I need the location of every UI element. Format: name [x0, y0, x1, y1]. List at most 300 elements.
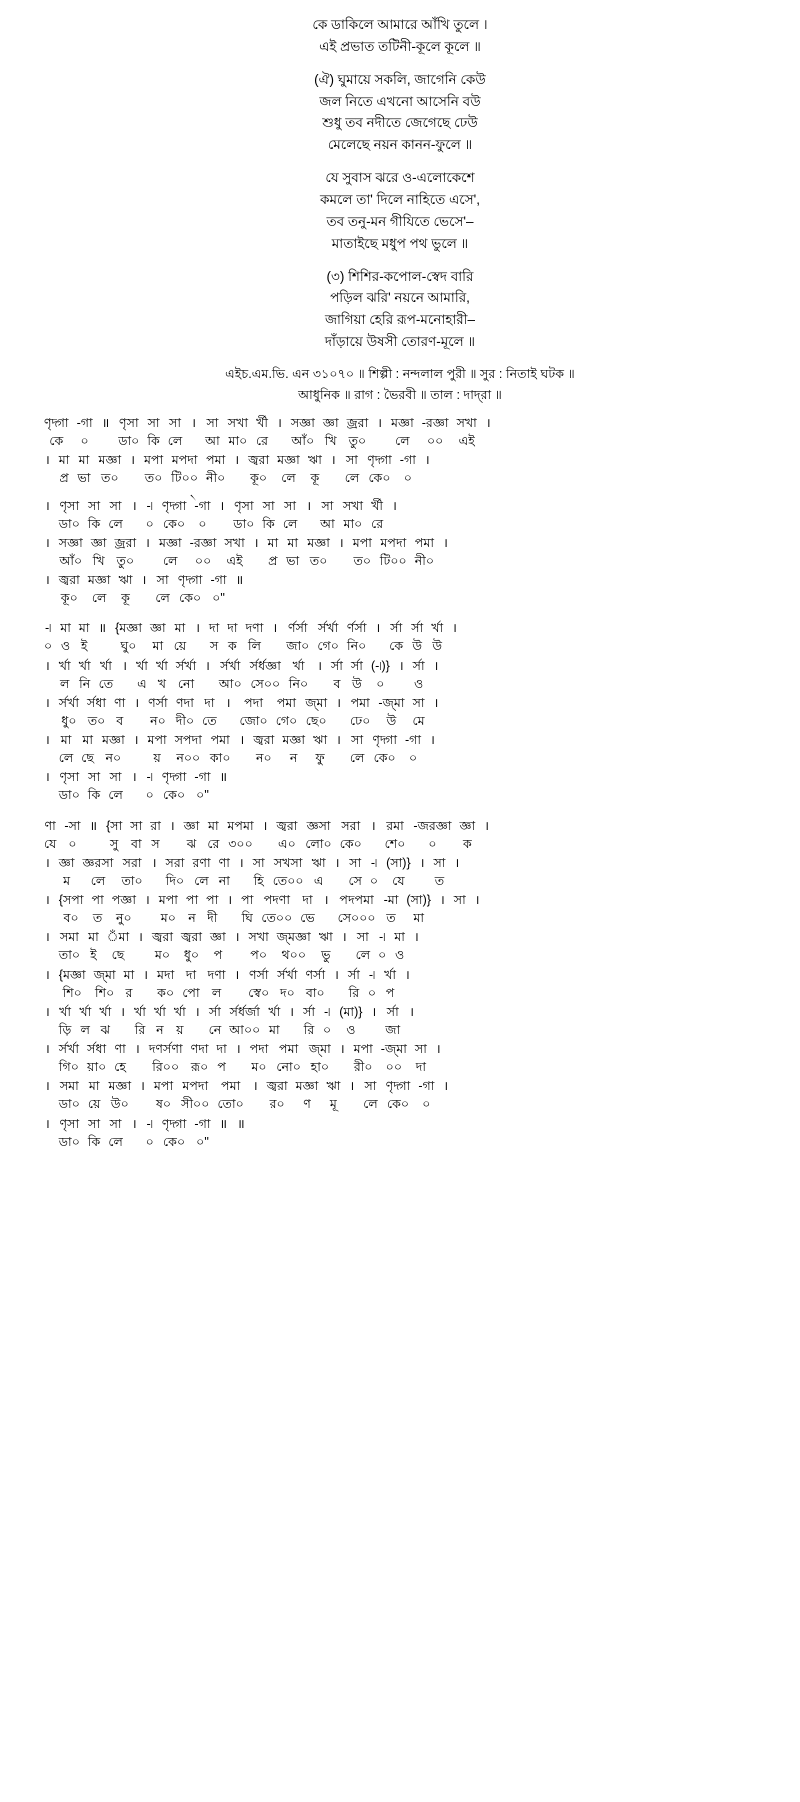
- notation-cell: [364, 967, 380, 1002]
- sahitya: ০: [44, 639, 53, 654]
- notation-cell: [269, 855, 308, 890]
- swara: ।: [272, 621, 278, 636]
- sahitya: ডা০: [118, 434, 140, 449]
- swara: সা: [109, 1116, 122, 1131]
- swara: জ্বরা: [276, 818, 298, 833]
- notation-cell: [339, 498, 367, 533]
- sahitya: য়: [176, 1022, 184, 1037]
- notation-barline: [129, 695, 144, 730]
- sahitya: ত০: [144, 471, 163, 486]
- notation-cell: [153, 967, 178, 1002]
- swara: ঋা: [307, 453, 322, 468]
- swara: সমা: [59, 1079, 79, 1094]
- notation-cell: [409, 658, 429, 693]
- notation-cell: [411, 1041, 431, 1076]
- swara: -রজ্ঞা: [421, 416, 449, 431]
- notation-cell: [83, 695, 110, 730]
- swara: ।: [235, 1042, 241, 1057]
- sahitya: লে: [108, 788, 123, 803]
- swara: র্খা: [134, 1004, 146, 1019]
- notation-cell: [309, 732, 331, 767]
- swara: ॥: [219, 770, 228, 785]
- notation-row: [40, 1078, 760, 1113]
- notation-barline: [449, 855, 464, 890]
- notation-cell: [172, 695, 198, 730]
- notation-cell: [205, 620, 223, 655]
- swara: সরা: [165, 855, 185, 870]
- notation-row: [40, 658, 760, 693]
- swara: মজ্ঞা: [282, 733, 306, 748]
- sahitya: লো০: [305, 836, 332, 851]
- swara: ।: [45, 535, 50, 550]
- notation-barline: [40, 1116, 55, 1151]
- swara: র্সর্খা: [175, 658, 197, 673]
- sahitya: ত: [92, 911, 103, 926]
- notation-cell: [359, 1078, 382, 1113]
- sahitya: কি: [87, 1134, 101, 1149]
- swara: ॥: [219, 1116, 228, 1131]
- swara: {মজ্ঞা: [115, 621, 142, 636]
- swara: পজ্ঞা: [111, 893, 136, 908]
- sahitya: উ: [386, 713, 397, 728]
- notation-cell: [235, 695, 271, 730]
- swara: সা: [412, 695, 425, 710]
- swara: সখা: [456, 416, 477, 431]
- sahitya: ম০: [251, 1060, 267, 1075]
- swara: ।: [338, 535, 344, 550]
- swara: ।: [140, 1079, 145, 1094]
- notation-cell: [319, 1004, 335, 1039]
- sahitya: লে: [355, 948, 371, 963]
- notation-cell: [282, 535, 303, 570]
- sahitya: ০: [408, 751, 418, 766]
- swara: -জ্মা: [378, 695, 405, 710]
- swara: ।: [45, 1116, 50, 1131]
- sahitya: আঁ০: [59, 553, 83, 568]
- sahitya: ল: [60, 676, 70, 691]
- swara: (সা)}: [406, 893, 431, 908]
- notation-cell: [292, 1078, 323, 1113]
- notation-cell: [171, 732, 206, 767]
- sahitya: এই: [458, 434, 475, 449]
- sahitya: লে: [58, 751, 74, 766]
- notation-cell: [279, 498, 302, 533]
- notation-cell: [55, 892, 88, 927]
- sahitya: ফু: [315, 751, 325, 766]
- notation-cell: [302, 967, 330, 1002]
- notation-cell: [315, 929, 337, 964]
- swara: ।: [151, 855, 157, 870]
- sahitya: ০": [196, 788, 209, 803]
- swara: জ্বরা: [266, 1079, 288, 1094]
- sahitya: ০০: [385, 1060, 403, 1075]
- sahitya: প্র: [268, 553, 278, 568]
- notation-row: [40, 855, 760, 890]
- notation-cell: [252, 415, 272, 450]
- notation-cell: [87, 535, 111, 570]
- sahitya: ম: [63, 873, 71, 888]
- swara: সখসা: [273, 855, 303, 870]
- notation-cell: [167, 452, 202, 487]
- swara: মজ্ঞা: [158, 535, 182, 550]
- swara: জ্ঞা: [210, 930, 226, 945]
- notation-barline: [231, 572, 249, 607]
- notation-barline: [140, 892, 155, 927]
- swara: সা: [284, 498, 297, 513]
- swara: ।: [440, 893, 445, 908]
- swara: জ্ঞা: [149, 621, 166, 636]
- sahitya: ড়ি: [58, 1022, 72, 1037]
- swara: ।: [336, 733, 341, 748]
- swara: সরা: [122, 855, 142, 870]
- notation-barline: [40, 929, 55, 964]
- sahitya: লে: [395, 434, 410, 449]
- swara: সা: [345, 453, 358, 468]
- sahitya: ০০: [426, 434, 444, 449]
- notation-barline: [40, 1041, 55, 1076]
- swara: ।: [398, 658, 404, 673]
- notation-cell: [142, 769, 158, 804]
- swara: -জরজ্ঞা: [413, 818, 452, 833]
- notation-cell: [376, 535, 411, 570]
- notation-cell: [148, 929, 177, 964]
- sahitya: রি: [134, 1022, 146, 1037]
- notation-cell: [382, 1078, 415, 1113]
- swara: দা: [216, 1042, 227, 1057]
- notation-cell: [450, 892, 470, 927]
- notation-cell: [55, 929, 84, 964]
- sahitya: টি০০: [171, 471, 199, 486]
- swara: ।: [306, 498, 312, 513]
- notation-barline: [331, 732, 346, 767]
- sahitya: ক: [228, 639, 237, 654]
- swara: র্খা: [58, 658, 71, 673]
- notation-barline: [387, 498, 402, 533]
- swara: মজ্ঞা: [108, 1079, 132, 1094]
- notation-cell: [164, 415, 187, 450]
- swara: পমা: [276, 695, 297, 710]
- swara: র্খা: [292, 658, 305, 673]
- sahitya: উ: [432, 639, 443, 654]
- sahitya: য়ে: [87, 1097, 101, 1112]
- notation-cell: [202, 892, 222, 927]
- sahitya: ০: [367, 985, 377, 1000]
- lyric-line: পড়িল ঝরি' নয়নে আমারি,: [330, 290, 470, 306]
- swara: ণৃসা: [59, 770, 80, 785]
- swara: ণর্সা: [148, 695, 168, 710]
- swara: র্সা: [411, 621, 424, 636]
- notation-cell: [88, 892, 108, 927]
- swara: মা: [88, 930, 99, 945]
- notation-barline: [470, 892, 485, 927]
- notation-barline: [319, 892, 334, 927]
- notation-barline: [394, 658, 409, 693]
- swara: মজ্ঞা: [295, 1079, 319, 1094]
- notation-cell: [366, 855, 382, 890]
- notation-cell: [103, 929, 133, 964]
- swara: র্সা: [350, 658, 363, 673]
- swara: ।: [122, 658, 127, 673]
- swara: ।: [45, 1042, 50, 1057]
- sahitya: সী০০: [181, 1097, 210, 1112]
- notation-cell: [381, 1004, 404, 1039]
- sahitya: সু: [110, 836, 119, 851]
- swara: র্সা: [330, 658, 343, 673]
- notation-cell: [229, 498, 258, 533]
- swara: সা: [453, 893, 466, 908]
- sahitya: ও: [346, 1022, 356, 1037]
- notation-cell: [264, 1004, 284, 1039]
- sahitya: ব০: [63, 911, 79, 926]
- sahitya: ধু০: [61, 713, 77, 728]
- notation-cell: [273, 967, 301, 1002]
- swara: সা: [88, 1116, 101, 1131]
- sahitya: ধু০: [183, 948, 200, 963]
- notation-barline: [232, 1116, 250, 1151]
- notation-cell: [158, 769, 191, 804]
- notation-cell: [201, 415, 224, 450]
- notation-barline: [215, 1116, 233, 1151]
- notation-cell: [146, 818, 165, 853]
- swara: -গা: [194, 770, 211, 785]
- swara: মজ্ঞা: [307, 535, 330, 550]
- swara: ।: [45, 770, 50, 785]
- sahitya: ঘি: [241, 911, 253, 926]
- notation-cell: [374, 929, 390, 964]
- swara: মা: [394, 930, 405, 945]
- swara: মা: [208, 818, 219, 833]
- swara: সখা: [248, 930, 269, 945]
- sahitya: প: [385, 985, 395, 1000]
- swara: ণৃদ্গা: [177, 573, 203, 588]
- notation-cell: [411, 535, 438, 570]
- notation-cell: [104, 498, 127, 533]
- sahitya: নি০: [347, 639, 367, 654]
- swara: মপা: [352, 535, 372, 550]
- sahitya: আ০০: [229, 1022, 261, 1037]
- notation-barline: [234, 855, 249, 890]
- notation-row: [40, 620, 760, 655]
- sahitya: ০": [196, 1134, 209, 1149]
- swara: ।: [45, 1079, 50, 1094]
- sahitya: ও: [394, 948, 405, 963]
- sahitya: ডা০: [58, 1097, 80, 1112]
- notation-cell: [409, 818, 455, 853]
- swara: র্খা: [384, 967, 397, 982]
- sahitya: লে: [163, 553, 178, 568]
- notation-barline: [127, 1116, 142, 1151]
- sahitya: শি০: [95, 985, 115, 1000]
- notation-block: [40, 415, 760, 607]
- notation-barline: [235, 732, 250, 767]
- notation-cell: [296, 892, 319, 927]
- sahitya: এ০: [278, 836, 296, 851]
- sahitya: ডা০: [58, 1134, 80, 1149]
- notation-barline: [40, 892, 55, 927]
- sahitya: কে০: [368, 471, 391, 486]
- swara: জ্বরা: [58, 573, 80, 588]
- notation-cell: [174, 572, 207, 607]
- notation-barline: [133, 929, 148, 964]
- notation-barline: [40, 535, 55, 570]
- swara: ণৃদ্গা: [161, 770, 187, 785]
- sahitya: মা: [413, 911, 425, 926]
- sahitya: বা০: [305, 985, 325, 1000]
- sahitya: শে০: [384, 836, 406, 851]
- notation-row: [40, 1041, 760, 1076]
- notation-row: [40, 929, 760, 964]
- sahitya: লে: [363, 1097, 378, 1112]
- swara: -মা: [383, 893, 399, 908]
- swara: ॥: [101, 416, 110, 431]
- notation-cell: [144, 732, 171, 767]
- notation-cell: [272, 1041, 304, 1076]
- sahitya: ও: [413, 676, 424, 691]
- sahitya: খ: [157, 676, 167, 691]
- sahitya: কি: [147, 434, 160, 449]
- notation-barline: [371, 620, 386, 655]
- swara: ।: [433, 658, 439, 673]
- notation-cell: [409, 695, 429, 730]
- swara: ।: [141, 573, 147, 588]
- swara: ।: [145, 535, 150, 550]
- swara: ।: [120, 1004, 126, 1019]
- notation-barline: [415, 855, 430, 890]
- notation-row: [40, 572, 760, 607]
- notation-cell: [152, 658, 172, 693]
- swara: মা: [267, 535, 279, 550]
- notation-cell: [84, 769, 104, 804]
- sahitya: প: [217, 1060, 226, 1075]
- lyric-line: জল নিতে এখনো আসেনি বউ: [319, 93, 481, 109]
- sahitya: আঁ০: [291, 434, 315, 449]
- swara: ।: [238, 855, 244, 870]
- sahitya: ন০: [150, 713, 166, 728]
- notation-barline: [40, 452, 55, 487]
- notation-cell: [401, 732, 425, 767]
- sahitya: নী০: [414, 553, 435, 568]
- notation-cell: [273, 452, 304, 487]
- sahitya: য়: [153, 751, 161, 766]
- notation-barline: [429, 695, 444, 730]
- sahitya: তো০: [217, 1097, 244, 1112]
- swara: ণৃদ্গা: [161, 1116, 187, 1131]
- sahitya: লে: [282, 516, 298, 531]
- lyric-line: কমলে তা' দিলে নাহিতে এসে',: [320, 192, 480, 208]
- sahitya: হে: [114, 1060, 127, 1075]
- sahitya: গে০: [275, 713, 298, 728]
- swara: ।: [336, 695, 341, 710]
- sahitya: [458, 909, 462, 927]
- sahitya: দী০: [175, 713, 195, 728]
- notation-cell: [206, 929, 230, 964]
- swara: সখা: [224, 535, 245, 550]
- sahitya: ত০: [353, 553, 372, 568]
- swara: পমা: [279, 1042, 299, 1057]
- notation-cell: [187, 1041, 213, 1076]
- notation-cell: [177, 929, 206, 964]
- notation-cell: [367, 658, 394, 693]
- swara: ।: [433, 695, 439, 710]
- sahitya: স: [151, 836, 160, 851]
- notation-row: [40, 732, 760, 767]
- swara: সা: [321, 498, 334, 513]
- sahitya: খি: [92, 553, 105, 568]
- swara: জ্বরা: [151, 930, 173, 945]
- notation-cell: [327, 658, 347, 693]
- swara: ।: [323, 893, 329, 908]
- swara: র্সর্ধজ্ঞা: [249, 658, 281, 673]
- sahitya: নো০: [276, 1060, 301, 1075]
- sahitya: এই: [226, 553, 243, 568]
- notation-barline: [130, 1041, 145, 1076]
- notation-cell: [172, 658, 200, 693]
- sahitya: কি: [262, 516, 275, 531]
- swara: পা: [185, 893, 199, 908]
- sahitya: ঘু০: [120, 639, 137, 654]
- swara: পা: [206, 893, 219, 908]
- notation-cell: [374, 695, 408, 730]
- swara: -৷: [146, 770, 153, 785]
- swara: ।: [234, 967, 240, 982]
- sahitya: ষ০: [155, 1097, 172, 1112]
- notation-cell: [206, 732, 235, 767]
- sahitya: ডা০: [58, 788, 80, 803]
- sahitya: তা০: [58, 948, 81, 963]
- sahitya: ণ: [303, 1097, 311, 1112]
- swara: জ্ঞরসা: [82, 855, 114, 870]
- lyric-stanza: [40, 69, 760, 156]
- notation-barline: [429, 658, 444, 693]
- notation-barline: [431, 1041, 446, 1076]
- notation-cell: [190, 1116, 214, 1151]
- notation-cell: [84, 572, 115, 607]
- sahitya: রে: [256, 434, 269, 449]
- notation-barline: [447, 620, 462, 655]
- swara: মা: [88, 1079, 100, 1094]
- swara: মপা: [158, 893, 178, 908]
- sahitya: ০: [145, 516, 154, 531]
- swara: ।: [452, 621, 457, 636]
- notation-cell: [380, 967, 400, 1002]
- swara: ।: [289, 1004, 295, 1019]
- notation-cell: [282, 620, 313, 655]
- sahitya: ল: [80, 1022, 91, 1037]
- notation-cell: [287, 415, 319, 450]
- sahitya: কে০: [386, 1097, 410, 1112]
- notation-cell: [150, 1078, 177, 1113]
- swara: র্খা: [173, 1004, 186, 1019]
- sahitya: নী০: [206, 471, 226, 486]
- swara: ।: [143, 967, 149, 982]
- swara: দণা: [245, 621, 264, 636]
- notation-barline: [481, 415, 496, 450]
- swara: মদা: [157, 967, 175, 982]
- notation-cell: [144, 695, 172, 730]
- sahitya: না: [218, 873, 230, 888]
- notation-cell: [55, 855, 79, 890]
- sahitya: ০: [369, 873, 379, 888]
- notation-cell: [55, 732, 78, 767]
- swara: সপদা: [174, 733, 202, 748]
- sahitya: কূ: [310, 471, 320, 486]
- notation-cell: [73, 415, 97, 450]
- sahitya: স: [209, 639, 219, 654]
- notation-cell: [224, 415, 252, 450]
- swara: ।: [227, 893, 233, 908]
- sahitya: কি: [87, 516, 101, 531]
- swara: ।: [225, 695, 231, 710]
